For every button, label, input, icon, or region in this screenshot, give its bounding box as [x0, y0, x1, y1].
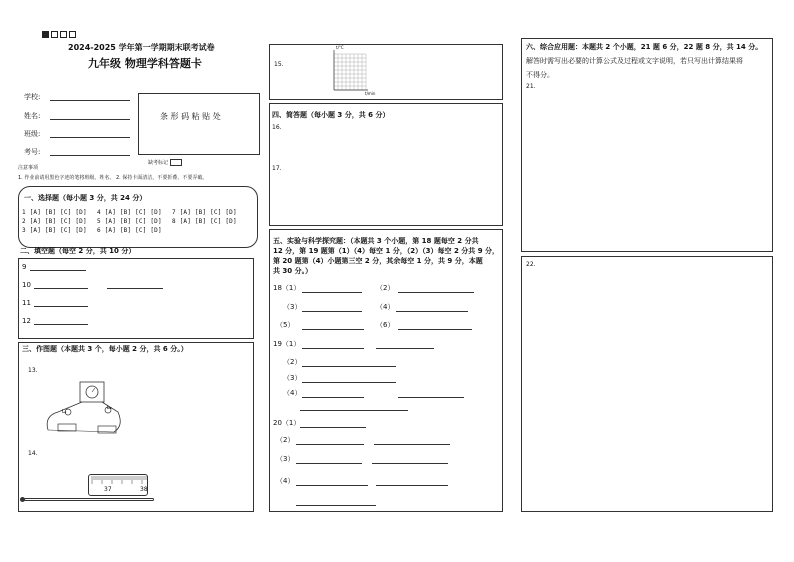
q18-1-label: 18（1） — [273, 284, 301, 292]
filled-square-icon — [42, 31, 49, 38]
q17-number: 17. — [272, 165, 282, 172]
l2-label: L₂ — [107, 405, 112, 411]
section6-title: 六、综合应用题：本题共 2 个小题，21 题 6 分，22 题 8 分，共 14 分。 — [526, 43, 763, 51]
mc-question-2[interactable]: 2 [A] [B] [C] [D] — [22, 218, 87, 225]
q10-number: 10 — [22, 281, 31, 289]
section5-title-3: 第 20 题第（4）小题第三空 2 分，其余每空 1 分，共 9 分，本题 — [273, 257, 483, 265]
empty-square-icon — [69, 31, 76, 38]
q18-3-label: （3） — [283, 303, 302, 311]
section2-title: 二、填空题（每空 2 分，共 10 分） — [20, 247, 136, 255]
l1-label: L₁ — [62, 409, 67, 415]
graph-y-label: t/°C — [336, 45, 344, 50]
q13-number: 13. — [28, 367, 38, 374]
q20-4-line-c[interactable] — [296, 505, 376, 506]
empty-square-icon — [51, 31, 58, 38]
q20-2-label: （2） — [276, 436, 295, 444]
empty-square-icon — [60, 31, 67, 38]
q20-3-line-b[interactable] — [372, 463, 448, 464]
q11-answer-line[interactable] — [34, 306, 88, 307]
class-input[interactable] — [50, 137, 130, 138]
q22-panel — [521, 256, 773, 512]
q19-3-line[interactable] — [302, 382, 396, 383]
q21-panel — [521, 38, 773, 252]
q19-3-label: （3） — [283, 374, 302, 382]
q9-number: 9 — [22, 263, 27, 271]
q22-number: 22. — [526, 261, 536, 268]
name-label: 姓名: — [24, 112, 41, 120]
q20-4-line-a[interactable] — [296, 485, 368, 486]
thermometer-bar — [24, 498, 154, 501]
exam-no-input[interactable] — [50, 155, 130, 156]
q19-2-line[interactable] — [302, 366, 396, 367]
mc-question-8[interactable]: 8 [A] [B] [C] [D] — [172, 218, 237, 225]
q19-4-line-b[interactable] — [398, 397, 464, 398]
q15-panel — [269, 44, 503, 100]
exam-title: 2024-2025 学年第一学期期末联考试卷 — [68, 43, 215, 52]
q19-2-label: （2） — [283, 358, 302, 366]
school-label: 学校: — [24, 93, 41, 101]
q10-answer-line-1[interactable] — [34, 288, 88, 289]
graph-x-label: t/min — [365, 91, 376, 96]
scale-label-38: 38 — [140, 486, 148, 493]
q18-6-label: （6） — [376, 321, 395, 329]
temperature-graph — [330, 46, 370, 96]
q18-2-label: （2） — [376, 284, 395, 292]
q18-4-label: （4） — [376, 303, 395, 311]
q20-1-line[interactable] — [300, 427, 366, 428]
q20-3-label: （3） — [276, 455, 295, 463]
missing-mark-label: 缺考标记 — [148, 160, 169, 166]
school-input[interactable] — [50, 100, 130, 101]
q20-1-label: 20（1） — [273, 419, 301, 427]
mc-question-1[interactable]: 1 [A] [B] [C] [D] — [22, 209, 87, 216]
section4-title: 四、简答题（每小题 3 分，共 6 分） — [272, 111, 390, 119]
mc-question-4[interactable]: 4 [A] [B] [C] [D] — [97, 209, 162, 216]
q18-5-line[interactable] — [302, 329, 364, 330]
q19-1-line-a[interactable] — [302, 348, 364, 349]
class-label: 班级: — [24, 130, 41, 138]
section3-title: 三、作图题（本题共 3 个，每小题 2 分，共 6 分。） — [22, 345, 188, 353]
barcode-area — [138, 93, 260, 155]
q19-4-label: （4） — [283, 389, 302, 397]
section1-title: 一、选择题（每小题 3 分，共 24 分） — [24, 194, 147, 202]
section5-title-2: 12 分，第 19 题第（1）（4）每空 1 分，（2）（3）每空 2 分共 9 分， — [273, 247, 500, 255]
q12-answer-line[interactable] — [34, 324, 88, 325]
q20-2-line-b[interactable] — [374, 444, 450, 445]
q20-2-line-a[interactable] — [296, 444, 364, 445]
q11-number: 11 — [22, 299, 31, 307]
exam-no-label: 考号: — [24, 148, 41, 156]
header-markers — [42, 24, 78, 43]
q14-number: 14. — [28, 450, 38, 457]
scale-ticks — [90, 476, 148, 486]
section4-panel — [269, 103, 503, 226]
q21-number: 21. — [526, 83, 536, 90]
mc-question-3[interactable]: 3 [A] [B] [C] [D] — [22, 227, 87, 234]
mc-question-5[interactable]: 5 [A] [B] [C] [D] — [97, 218, 162, 225]
section5-title-4: 共 30 分。） — [273, 267, 313, 275]
mc-question-7[interactable]: 7 [A] [B] [C] [D] — [172, 209, 237, 216]
q18-2-line[interactable] — [398, 292, 474, 293]
q12-number: 12 — [22, 317, 31, 325]
q19-4-line-c[interactable] — [300, 410, 408, 411]
q19-1-label: 19（1） — [273, 340, 301, 348]
q18-6-line[interactable] — [398, 329, 472, 330]
barcode-label: 条 形 码 粘 贴 处 — [160, 112, 221, 121]
notice-title: 注意事项 — [18, 165, 39, 171]
q20-4-line-b[interactable] — [376, 485, 448, 486]
q19-4-line-a[interactable] — [302, 397, 364, 398]
q18-1-line[interactable] — [302, 292, 362, 293]
q18-3-line[interactable] — [302, 311, 362, 312]
answer-sheet-subtitle: 九年级 物理学科答题卡 — [88, 57, 202, 70]
section5-title-1: 五、实验与科学探究题：（本题共 3 个小题，第 18 题每空 2 分共 — [273, 237, 479, 245]
scale-label-37: 37 — [104, 486, 112, 493]
q20-4-label: （4） — [276, 477, 295, 485]
q16-number: 16. — [272, 124, 282, 131]
notice-text: 1. 作业前请用黑色字迹的笔将班级、姓名、 2. 保持卡面清洁，不要折叠、不要弄破。 — [18, 175, 208, 181]
section6-text-2: 不得分。 — [526, 71, 554, 79]
q15-number: 15. — [274, 61, 284, 68]
thermometer-bulb — [20, 497, 25, 502]
q18-5-label: （5） — [276, 321, 295, 329]
q10-answer-line-2[interactable] — [107, 288, 163, 289]
missing-mark-box[interactable] — [170, 159, 182, 166]
mc-question-6[interactable]: 6 [A] [B] [C] [D] — [97, 227, 162, 234]
section6-text-1: 解答时需写出必要的计算公式及过程或文字说明，若只写出计算结果将 — [526, 57, 743, 65]
q20-3-line-a[interactable] — [296, 463, 362, 464]
circuit-diagram — [40, 380, 130, 440]
q9-answer-line[interactable] — [30, 270, 86, 271]
name-input[interactable] — [50, 119, 130, 120]
q19-1-line-b[interactable] — [376, 348, 434, 349]
q18-4-line[interactable] — [396, 311, 468, 312]
